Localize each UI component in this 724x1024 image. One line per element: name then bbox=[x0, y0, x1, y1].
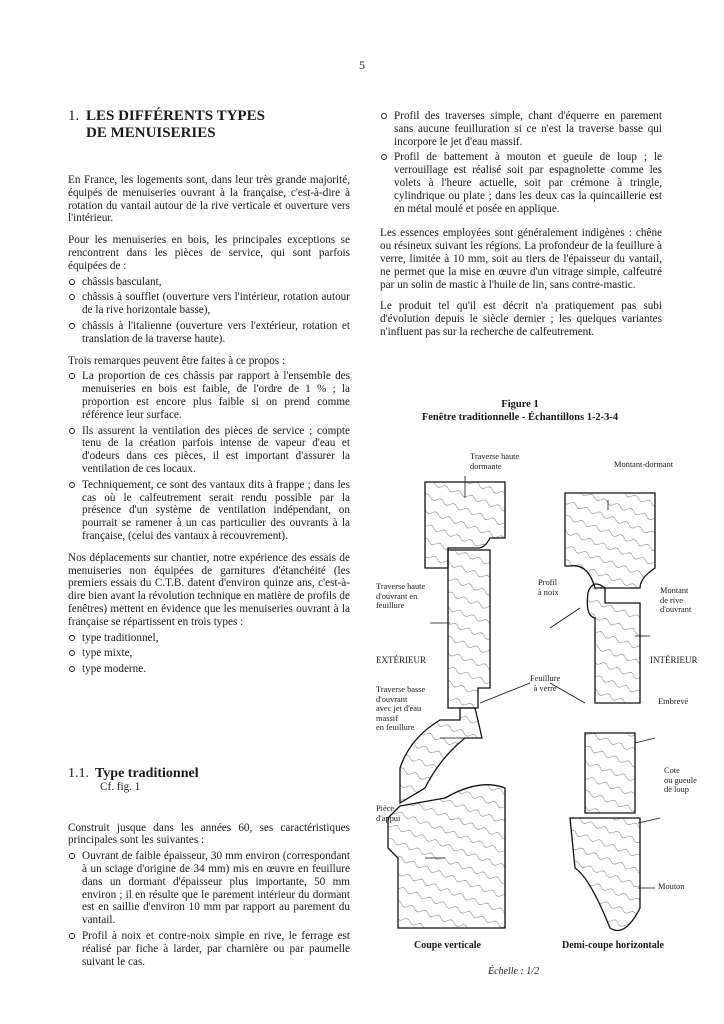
section-1-title-line1: LES DIFFÉRENTS TYPES bbox=[86, 108, 265, 124]
right-column bbox=[380, 110, 662, 348]
caption-left: Coupe verticale bbox=[414, 940, 481, 951]
mouton-shape bbox=[570, 818, 640, 931]
section-1-1 bbox=[68, 768, 350, 977]
list-item: type moderne. bbox=[68, 663, 350, 676]
list-item: Profil à noix et contre-noix simple en rive, le ferrage est réalisé par fiche à larder, par charnière ou par paumelle suivant le cas. bbox=[68, 930, 350, 968]
right-para-1: Les essences employées sont généralement indigènes : chêne ou résineux suivant les régions. La profondeur de la feuillure à verre, limitée à 10 mm, soit au tiers de l'épaisseur du vantail, ne permet que la mise en œuvre d'un vitrage simple, calfeutré par un solin de mastic à l'huile de lin, sans contre-mastic. bbox=[380, 227, 662, 291]
list-item: La proportion de ces châssis par rapport à l'ensemble des menuiseries en bois est faible, de l'ordre de 1 % ; la proportion est encore plus faible si on prend comme référence leur surface. bbox=[68, 370, 350, 421]
remarks-list bbox=[68, 370, 350, 542]
label-exterieur: EXTÉRIEUR bbox=[376, 655, 426, 665]
list-item: type mixte, bbox=[68, 647, 350, 660]
label-montant-dormant: Montant-dormant bbox=[614, 460, 674, 469]
traverse-haute-ouvrant-shape bbox=[448, 550, 490, 708]
label-traverse-haute-dormante: Traverse haute dormante bbox=[470, 452, 520, 471]
montant-dormant-shape bbox=[565, 493, 655, 588]
list-item: type traditionnel, bbox=[68, 632, 350, 645]
figure-1 bbox=[370, 398, 698, 988]
characteristics-list bbox=[68, 850, 350, 968]
section-1-title-line2: DE MENUISERIES bbox=[86, 125, 216, 141]
list-item: Profil des traverses simple, chant d'équerre en parement sans aucune feuilluration si ce n'est la traverse basse qui incorpore le jet d'eau massif. bbox=[380, 110, 662, 148]
menuiserie-types-list bbox=[68, 632, 350, 676]
page-number: 5 bbox=[359, 58, 365, 72]
section-1-heading bbox=[68, 108, 350, 142]
label-traverse-basse: Traverse basse d'ouvrant avec jet d'eau massif en feuillure bbox=[376, 685, 426, 732]
section-1-1-title: Type traditionnel bbox=[95, 766, 199, 781]
section-1-number: 1. bbox=[68, 108, 80, 124]
label-traverse-haute-ouvrant: Traverse haute d'ouvrant en feuillure bbox=[376, 582, 426, 610]
section-1-1-number: 1.1. bbox=[68, 766, 89, 781]
label-interieur: INTÉRIEUR bbox=[650, 655, 698, 665]
list-item: châssis à soufflet (ouverture vers l'intérieur, rotation autour de la rive horizontale basse), bbox=[68, 291, 350, 317]
leader-line bbox=[550, 608, 580, 628]
right-para-2: Le produit tel qu'il est décrit n'a pratiquement pas subi d'évolution depuis le siècle dernier ; les quelques variantes n'influent pas sur la recherche de calfeutrement. bbox=[380, 300, 662, 338]
section-1-1-heading bbox=[68, 768, 350, 781]
label-cote-gueule: Cote ou gueule de loup bbox=[664, 766, 697, 794]
list-item: Techniquement, ce sont des vantaux dits à frappe ; dans les cas où le calfeutrement serait rendu possible par la présence d'un système de ventilation indépendant, on pourrait se ramener à un cas particulier des ouvrants à la française, (celui des vantaux à recouvrement). bbox=[68, 479, 350, 543]
section-1-para-3: Trois remarques peuvent être faites à ce propos : bbox=[68, 354, 286, 367]
figure-title: Figure 1 bbox=[501, 399, 539, 410]
list-item: châssis basculant, bbox=[68, 276, 350, 289]
list-item: châssis à l'italienne (ouverture vers l'extérieur, rotation et translation de la traverse haute). bbox=[68, 320, 350, 346]
scale-label: Échelle : 1/2 bbox=[488, 966, 540, 977]
label-piece-appui: Pièce d'appui bbox=[376, 804, 401, 823]
leader-line bbox=[638, 818, 660, 823]
caption-right: Demi-coupe horizontale bbox=[562, 940, 664, 951]
label-embreve: Embrevé bbox=[658, 697, 689, 706]
section-1-1-para-1: Construit jusque dans les années 60, ses caractéristiques principales sont les suivantes : bbox=[68, 821, 350, 847]
label-mouton: Mouton bbox=[658, 882, 685, 891]
leader-line bbox=[635, 738, 655, 743]
label-montant-rive: Montant de rive d'ouvrant bbox=[660, 586, 692, 614]
section-1-para-1: En France, les logements sont, dans leur très grande majorité, équipés de menuiseries ouvrant à la française, c'est-à-dire à rotation du vantail autour de la rive verticale et ouverture vers l'intérieur. bbox=[68, 174, 350, 225]
label-profil-noix: Profil à noix bbox=[538, 578, 559, 597]
section-1-para-4: Nos déplacements sur chantier, notre expérience des essais de menuiseries non équipées de garnitures d'étanchéité (les premiers essais du C.T.B. datent d'environ quinze ans, c'est-à-dire bien avant la révolution technique en matière de profils de fenêtres) mettent en évidence que les menuiseries ouvrant à la française se répartissent en trois types : bbox=[68, 551, 350, 628]
list-item: Ils assurent la ventilation des pièces de service ; compte tenu de la création parfois intense de vapeur d'eau et d'odeurs dans ces pièces, il est important d'assurer la ventilation de ces locaux. bbox=[68, 425, 350, 476]
list-item: Ouvrant de faible épaisseur, 30 mm environ (correspondant à un sciage d'origine de 34 mm) mis en œuvre en feuillure dans un dormant d'épaisseur plus importante, 50 mm environ ; il en résulte que le parement intérieur du dormant est en saillie d'environ 10 mm par rapport au parement du vantail. bbox=[68, 850, 350, 927]
montant-rive-shape bbox=[587, 584, 640, 703]
section-1-para-2: Pour les menuiseries en bois, les principales exceptions se rencontrent dans les pièces de service, qui sont parfois équipées de : bbox=[68, 234, 350, 272]
list-item: Profil de battement à mouton et gueule de loup ; le verrouillage est réalisé soit par espagnolette comme les volets à l'heure actuelle, soit par crémone à tringle, cylindrique ou plate ; dans les deux cas la quincaillerie est en métal moulé et posée en applique. bbox=[380, 151, 662, 215]
label-feuillure-verre: Feuillure à verre bbox=[530, 674, 561, 693]
window-types-list bbox=[68, 276, 350, 346]
piece-appui-shape bbox=[388, 785, 505, 928]
embreve-shape bbox=[585, 733, 635, 813]
profiles-list bbox=[380, 110, 662, 215]
left-column bbox=[68, 108, 350, 685]
figure-subtitle: Fenêtre traditionnelle - Échantillons 1-2-3-4 bbox=[421, 412, 619, 423]
figure-reference: Cf. fig. 1 bbox=[100, 780, 141, 793]
